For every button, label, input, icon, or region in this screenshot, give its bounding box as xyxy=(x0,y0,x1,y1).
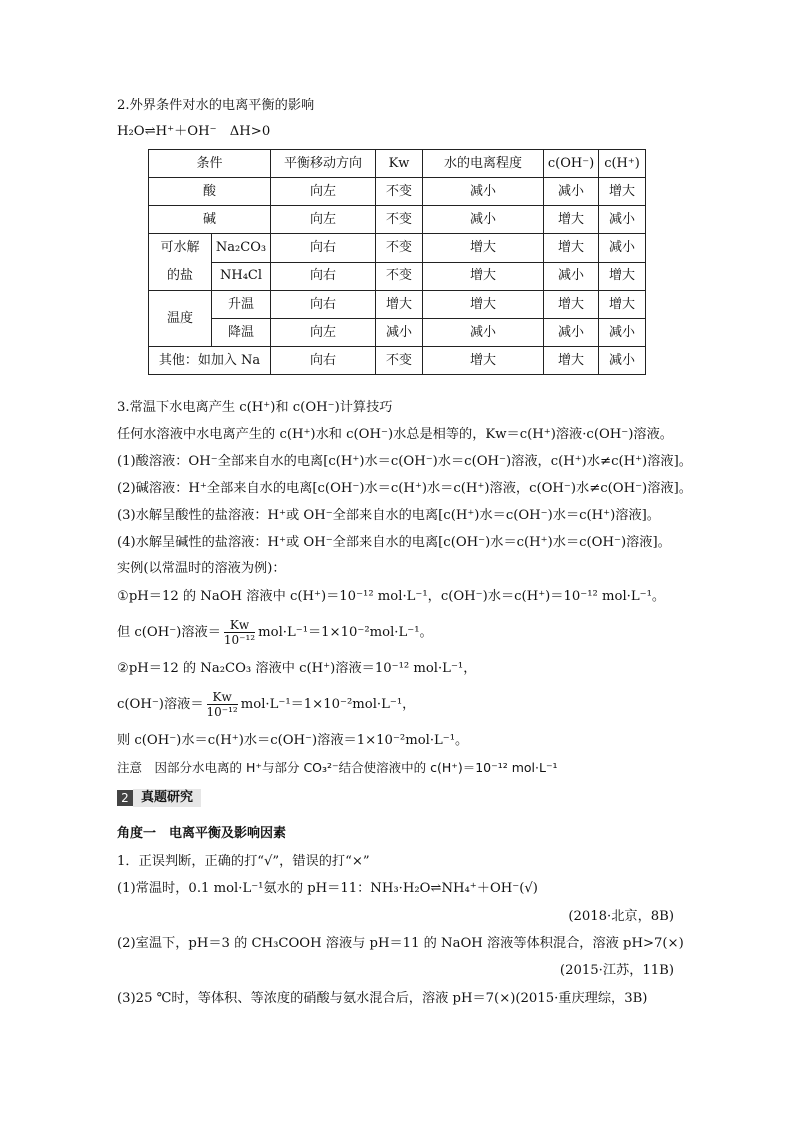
table-cell: 减小 xyxy=(544,319,599,347)
table-cell: 增大 xyxy=(544,234,599,263)
table-cell: NH₄Cl xyxy=(212,262,271,291)
table-cell: 减小 xyxy=(423,178,544,206)
table-header-cell: 条件 xyxy=(149,150,271,178)
example-1: ①pH＝12 的 NaOH 溶液中 c(H⁺)＝10⁻¹² mol·L⁻¹，c(OH⁻)水＝c(H⁺)＝10⁻¹² mol·L⁻¹。 xyxy=(117,589,666,604)
table-row xyxy=(149,234,646,263)
question-1-1: (1)常温时，0.1 mol·L⁻¹氨水的 pH＝11：NH₃·H₂O⇌NH₄⁺＋OH⁻(√) xyxy=(117,881,538,896)
table-cell: 增大 xyxy=(423,262,544,291)
table-cell: 减小 xyxy=(544,178,599,206)
example-2-conclusion: 则 c(OH⁻)水＝c(H⁺)水＝c(OH⁻)溶液＝1×10⁻²mol·L⁻¹。 xyxy=(117,733,469,748)
ex1-post: mol·L⁻¹＝1×10⁻²mol·L⁻¹。 xyxy=(258,625,433,640)
example-1-fraction-line xyxy=(117,616,433,650)
ionization-equation: H₂O⇌H⁺＋OH⁻ ΔH>0 xyxy=(117,124,271,139)
ex1-pre: 但 c(OH⁻)溶液＝ xyxy=(117,625,221,640)
question-1-2-source: (2015·江苏，11B) xyxy=(559,963,674,978)
table-cell: 增大 xyxy=(544,291,599,319)
table-cell: 其他：如加入 Na xyxy=(149,347,271,375)
table-cell: 增大 xyxy=(544,206,599,234)
table-cell: 不变 xyxy=(376,234,423,263)
table-cell: 减小 xyxy=(599,234,646,263)
section3-intro: 任何水溶液中水电离产生的 c(H⁺)水和 c(OH⁻)水总是相等的，Kw＝c(H⁺)溶液·c(OH⁻)溶液。 xyxy=(117,427,673,442)
fraction-denominator: 10⁻¹² xyxy=(206,705,238,719)
table-cell: 减小 xyxy=(423,319,544,347)
table-cell: 增大 xyxy=(544,347,599,375)
table-cell: 不变 xyxy=(376,347,423,375)
ex2-post: mol·L⁻¹＝1×10⁻²mol·L⁻¹， xyxy=(240,697,416,712)
fraction-numerator: Kw xyxy=(224,618,255,633)
table-cell: 增大 xyxy=(376,291,423,319)
table-header-cell: c(H⁺) xyxy=(599,150,646,178)
table-cell: 增大 xyxy=(599,178,646,206)
table-row xyxy=(149,262,646,291)
table-cell: 向左 xyxy=(271,319,376,347)
ex2-pre: c(OH⁻)溶液＝ xyxy=(117,697,204,712)
angle-heading: 角度一 电离平衡及影响因素 xyxy=(117,826,287,841)
kw-fraction xyxy=(207,690,238,719)
question-1-2: (2)室温下，pH＝3 的 CH₃COOH 溶液与 pH＝11 的 NaOH 溶液等体积混合，溶液 pH>7(×) xyxy=(117,936,684,951)
table-row xyxy=(149,206,646,234)
table-cell: 温度 xyxy=(149,291,212,347)
table-cell: 向右 xyxy=(271,262,376,291)
section3-item1: (1)酸溶液：OH⁻全部来自水的电离[c(H⁺)水＝c(OH⁻)水＝c(OH⁻)溶液，c(H⁺)水≠c(H⁺)溶液]。 xyxy=(117,454,692,469)
table-cell: 升温 xyxy=(212,291,271,319)
table-cell: 碱 xyxy=(149,206,271,234)
salt-label-1: 可水解 xyxy=(160,240,200,255)
section2-heading: 2.外界条件对水的电离平衡的影响 xyxy=(117,98,315,113)
table-cell-salt xyxy=(149,234,212,291)
question-1-1-source: (2018·北京，8B) xyxy=(568,909,674,924)
kw-fraction xyxy=(224,618,255,647)
table-cell: 减小 xyxy=(423,206,544,234)
salt-label-2: 的盐 xyxy=(166,268,193,283)
example-heading: 实例(以常温时的溶液为例)： xyxy=(117,561,286,576)
section3-heading: 3.常温下水电离产生 c(H⁺)和 c(OH⁻)计算技巧 xyxy=(117,400,393,415)
section3-item4: (4)水解呈碱性的盐溶液：H⁺或 OH⁻全部来自水的电离[c(OH⁻)水＝c(H⁺)水＝c(OH⁻)溶液]。 xyxy=(117,535,671,550)
table-cell: 不变 xyxy=(376,206,423,234)
table-cell: 不变 xyxy=(376,178,423,206)
table-cell: 增大 xyxy=(423,291,544,319)
table-cell: 减小 xyxy=(544,262,599,291)
section3-item2: (2)碱溶液：H⁺全部来自水的电离[c(OH⁻)水＝c(H⁺)水＝c(H⁺)溶液，c(OH⁻)水≠c(OH⁻)溶液]。 xyxy=(117,481,692,496)
table-cell: Na₂CO₃ xyxy=(212,234,271,263)
table-cell: 向右 xyxy=(271,234,376,263)
table-cell: 向左 xyxy=(271,178,376,206)
note: 注意 因部分水电离的 H⁺与部分 CO₃²⁻结合使溶液中的 c(H⁺)＝10⁻¹² mol·L⁻¹ xyxy=(117,760,558,775)
fraction-denominator: 10⁻¹² xyxy=(223,633,256,647)
table-header-row xyxy=(149,150,646,178)
table-cell: 增大 xyxy=(599,262,646,291)
table-cell: 不变 xyxy=(376,262,423,291)
question-1-3: (3)25 ℃时，等体积、等浓度的硝酸与氨水混合后，溶液 pH＝7(×)(2015·重庆理综，3B) xyxy=(117,991,648,1006)
question-1: 1．正误判断，正确的打“√”，错误的打“×” xyxy=(117,854,370,869)
example-2: ②pH＝12 的 Na₂CO₃ 溶液中 c(H⁺)溶液＝10⁻¹² mol·L⁻¹， xyxy=(117,661,477,676)
table-header-cell: 平衡移动方向 xyxy=(271,150,376,178)
conditions-table xyxy=(148,149,646,375)
table-cell: 向右 xyxy=(271,291,376,319)
table-cell: 酸 xyxy=(149,178,271,206)
table-cell: 减小 xyxy=(599,206,646,234)
table-cell: 增大 xyxy=(423,234,544,263)
section-badge xyxy=(117,789,201,807)
table-row xyxy=(149,319,646,347)
badge-number: 2 xyxy=(117,790,133,806)
table-cell: 减小 xyxy=(599,347,646,375)
table-header-cell: 水的电离程度 xyxy=(423,150,544,178)
badge-title: 真题研究 xyxy=(133,789,201,807)
table-cell: 增大 xyxy=(423,347,544,375)
table-cell: 降温 xyxy=(212,319,271,347)
table-row xyxy=(149,347,646,375)
table-cell: 减小 xyxy=(599,319,646,347)
section3-item3: (3)水解呈酸性的盐溶液：H⁺或 OH⁻全部来自水的电离[c(H⁺)水＝c(OH⁻)水＝c(H⁺)溶液]。 xyxy=(117,508,660,523)
fraction-numerator: Kw xyxy=(207,690,238,705)
table-header-cell: c(OH⁻) xyxy=(544,150,599,178)
table-cell: 向右 xyxy=(271,347,376,375)
table-cell: 增大 xyxy=(599,291,646,319)
example-2-fraction-line xyxy=(117,688,415,722)
table-row xyxy=(149,178,646,206)
table-cell: 向左 xyxy=(271,206,376,234)
table-row xyxy=(149,291,646,319)
table-header-cell: Kw xyxy=(376,150,423,178)
table-cell: 减小 xyxy=(376,319,423,347)
